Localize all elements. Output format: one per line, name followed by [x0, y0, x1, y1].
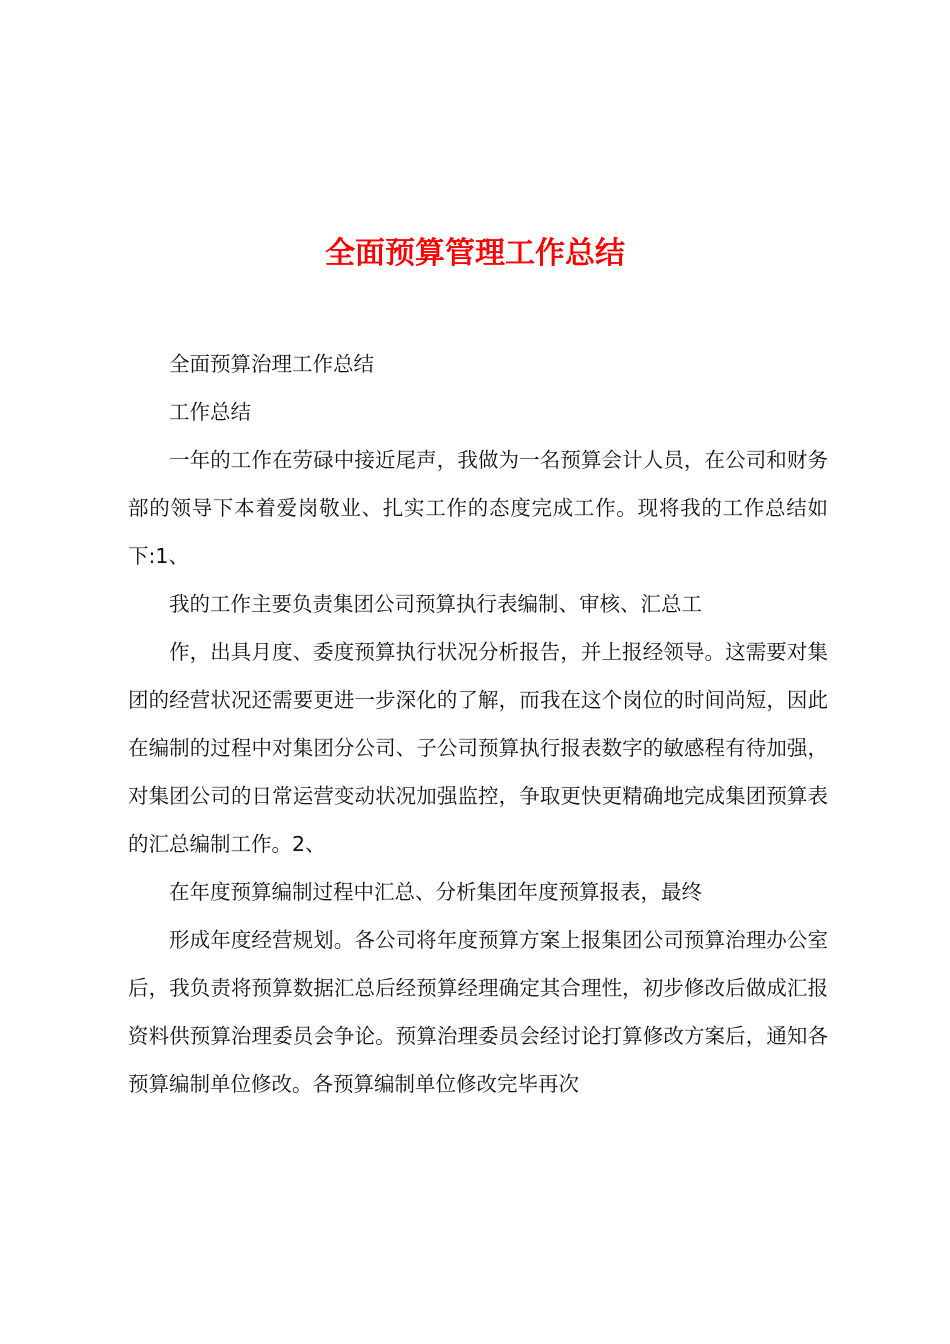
paragraph-heading: 全面预算治理工作总结: [169, 352, 374, 376]
document-body: [128, 340, 828, 1108]
paragraph-item-2-lead: 在年度预算编制过程中汇总、分析集团年度预算报表，最终: [169, 880, 702, 904]
document-title: 全面预算管理工作总结: [325, 236, 625, 272]
paragraph-item-1-body: 作，出具月度、委度预算执行状况分析报告，并上报经领导。这需要对集团的经营状况还需要更进一步深化的了解，而我在这个岗位的时间尚短，因此在编制的过程中对集团分公司、子公司预算执行报表数字的敏感程有待加强，对集团公司的日常运营变动状况加强监控，争取更快更精确地完成集团预算表的汇总编制工作。2、: [128, 640, 828, 856]
paragraph-item-1-lead: 我的工作主要负责集团公司预算执行表编制、审核、汇总工: [169, 592, 702, 616]
paragraph-subheading: 工作总结: [169, 400, 251, 424]
paragraph-intro: 一年的工作在劳碌中接近尾声，我做为一名预算会计人员，在公司和财务部的领导下本着爱岗敬业、扎实工作的态度完成工作。现将我的工作总结如下:1、: [128, 448, 828, 568]
paragraph-item-2-body: 形成年度经营规划。各公司将年度预算方案上报集团公司预算治理办公室后，我负责将预算数据汇总后经预算经理确定其合理性，初步修改后做成汇报资料供预算治理委员会争论。预算治理委员会经讨论打算修改方案后，通知各预算编制单位修改。各预算编制单位修改完毕再次: [128, 928, 828, 1096]
